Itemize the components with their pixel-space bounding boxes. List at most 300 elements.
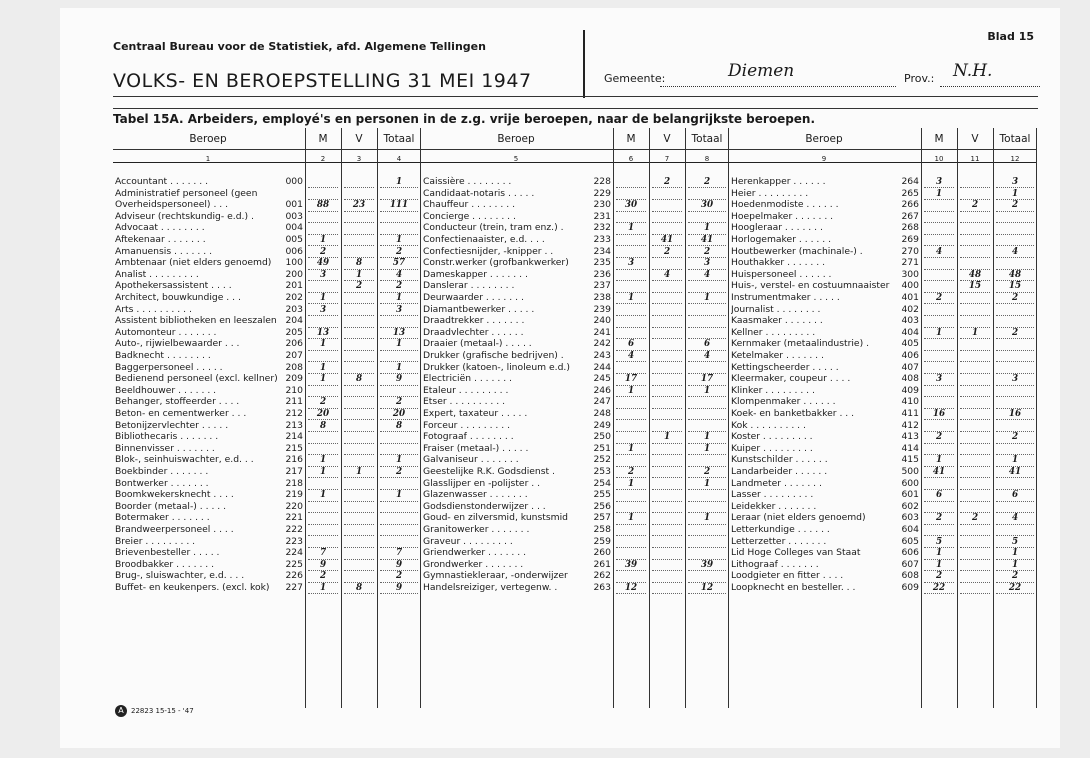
- occupation-name: Apothekersassistent . . . .: [115, 280, 232, 292]
- occupation-name: Geestelijke R.K. Godsdienst .: [423, 466, 555, 477]
- table-caption: Tabel 15A. Arbeiders, employé's en personen in de z.g. vrije beroepen, naar de belangrijkste beroepen.: [113, 112, 816, 126]
- count-male: 13: [308, 328, 338, 339]
- count-female: 1: [960, 328, 990, 339]
- print-footer: [115, 705, 194, 717]
- count-female: 2: [960, 200, 990, 211]
- publisher-logo-icon: A: [115, 705, 127, 717]
- province-line: [940, 86, 1040, 87]
- occupation-code: 201: [285, 280, 303, 292]
- occupation-name: Botermaker . . . . . . .: [115, 512, 210, 524]
- occupation-name: Etaleur . . . . . . . . .: [423, 384, 509, 396]
- occupation-name: Boorder (metaal-) . . . . .: [115, 500, 227, 512]
- table-row: [113, 570, 421, 582]
- occupation-name: Draaier (metaal-) . . . . .: [423, 338, 532, 350]
- table-row: [113, 454, 421, 466]
- occupation-code: 210: [285, 384, 303, 396]
- count-male: 1: [308, 583, 338, 594]
- occupation-code: 219: [285, 489, 303, 501]
- table-row: [729, 385, 1037, 397]
- count-male: 41: [924, 467, 954, 478]
- occupation-code: 263: [593, 582, 611, 593]
- table-row: [421, 292, 729, 304]
- occupation-name: Bontwerker . . . . . . .: [115, 477, 209, 489]
- count-total: 7: [380, 548, 418, 559]
- count-male: 1: [924, 328, 954, 339]
- count-female: 15: [960, 281, 990, 292]
- occupation-code: 244: [593, 361, 611, 373]
- header-v: V: [971, 133, 979, 145]
- count-male: 7: [308, 548, 338, 559]
- occupation-code: 214: [285, 431, 303, 443]
- count-total: 2: [996, 200, 1034, 211]
- occupation-code: 242: [593, 338, 611, 350]
- count-female: 1: [344, 467, 374, 478]
- table-row: [729, 246, 1037, 258]
- occupation-code: 256: [593, 500, 611, 512]
- table-row: [729, 478, 1037, 490]
- table-row: [729, 454, 1037, 466]
- occupation-code: 227: [285, 582, 303, 593]
- table-row: [113, 211, 421, 223]
- count-female: [960, 583, 990, 594]
- occupation-name: Behanger, stoffeerder . . . .: [115, 396, 240, 408]
- count-total: 1: [688, 432, 726, 443]
- occupation-name: Journalist . . . . . . . .: [731, 303, 821, 315]
- occupation-name: Brievenbesteller . . . . .: [115, 547, 220, 559]
- occupation-name: Loopknecht en besteller. . .: [731, 582, 856, 593]
- occupation-code: 238: [593, 292, 611, 303]
- occupation-code: 607: [901, 558, 919, 570]
- table-row: [729, 466, 1037, 478]
- occupation-name: Assistent bibliotheken en leeszalen: [115, 315, 277, 327]
- count-female: 8: [344, 374, 374, 385]
- table-row: [113, 431, 421, 443]
- count-total: 2: [380, 247, 418, 258]
- occupation-code: 224: [285, 547, 303, 559]
- table-row: [421, 257, 729, 269]
- occupation-name: Glasslijper en -polijster . .: [423, 477, 541, 489]
- table-row: [113, 443, 421, 455]
- count-total: 13: [380, 328, 418, 339]
- table-row: [113, 269, 421, 281]
- block-header: [113, 128, 421, 163]
- occupation-name: Leidekker . . . . . . .: [731, 500, 817, 512]
- table-row: [113, 478, 421, 490]
- header-v: V: [355, 133, 363, 145]
- occupation-code: 001: [285, 199, 303, 211]
- occupation-code: 240: [593, 315, 611, 327]
- occupation-name: Boekbinder . . . . . . .: [115, 466, 209, 477]
- occupation-code: 601: [901, 489, 919, 501]
- occupation-name: Dameskapper . . . . . . .: [423, 268, 528, 280]
- occupation-code: 257: [593, 512, 611, 524]
- occupation-code: 605: [901, 535, 919, 547]
- occupation-code: 258: [593, 524, 611, 535]
- count-female: 48: [960, 270, 990, 281]
- occupation-code: 232: [593, 222, 611, 234]
- occupation-name: Auto-, rijwielbewaarder . . .: [115, 338, 240, 350]
- count-total: 6: [688, 339, 726, 350]
- column-number: 2: [320, 155, 326, 163]
- occupation-code: 265: [901, 187, 919, 199]
- occupation-name: Amanuensis . . . . . . .: [115, 245, 212, 257]
- occupation-code: 216: [285, 454, 303, 466]
- count-total: 4: [996, 247, 1034, 258]
- occupation-code: 300: [901, 268, 919, 280]
- occupation-code: 208: [285, 361, 303, 373]
- count-male: 2: [924, 571, 954, 582]
- count-total: 2: [996, 328, 1034, 339]
- table-row: [113, 222, 421, 234]
- count-total: 1: [380, 490, 418, 501]
- table-row: [113, 234, 421, 246]
- occupation-name: Fraiser (metaal-) . . . . .: [423, 442, 529, 454]
- occupation-name: Landmeter . . . . . . .: [731, 477, 822, 489]
- count-total: 2: [996, 293, 1034, 304]
- count-male: 1: [308, 293, 338, 304]
- occupation-name: Hoogleraar . . . . . . .: [731, 222, 823, 234]
- table-row: [729, 315, 1037, 327]
- occupation-code: 213: [285, 419, 303, 431]
- occupation-name: Confectiesnijder, -knipper . .: [423, 245, 554, 257]
- table-row: [729, 431, 1037, 443]
- count-total: 48: [996, 270, 1034, 281]
- table-row: [421, 536, 729, 548]
- occupation-code: 204: [285, 315, 303, 327]
- table-row: [729, 304, 1037, 316]
- table-row: [729, 199, 1037, 211]
- count-total: 2: [380, 281, 418, 292]
- occupation-code: 228: [593, 176, 611, 187]
- count-total: 1: [380, 455, 418, 466]
- count-male: 49: [308, 258, 338, 269]
- column-number: 3: [356, 155, 362, 163]
- count-male: 39: [616, 560, 646, 571]
- table-row: [113, 176, 421, 188]
- occupation-name: Lithograaf . . . . . . .: [731, 558, 819, 570]
- occupation-code: 260: [593, 547, 611, 559]
- table-row: [113, 512, 421, 524]
- count-total: 1: [688, 386, 726, 397]
- gemeente-label: Gemeente:: [604, 72, 666, 85]
- count-male: 3: [308, 305, 338, 316]
- count-total: 1: [688, 479, 726, 490]
- occupation-name: Lid Hoge Colleges van Staat: [731, 547, 861, 559]
- occupation-name: Arts . . . . . . . . . .: [115, 303, 192, 315]
- count-total: 22: [996, 583, 1034, 594]
- table-row: [113, 547, 421, 559]
- table-row: [729, 292, 1037, 304]
- count-total: 1: [380, 363, 418, 374]
- table-row: [421, 385, 729, 397]
- count-total: 1: [996, 560, 1034, 571]
- occupation-code: 250: [593, 431, 611, 443]
- count-female: 23: [344, 200, 374, 211]
- occupation-code: 255: [593, 489, 611, 501]
- province-value: N.H.: [953, 61, 993, 81]
- column-number: 12: [1010, 155, 1020, 163]
- header-rule: [113, 96, 1038, 97]
- table-row: [113, 524, 421, 536]
- occupation-code: 413: [901, 431, 919, 443]
- count-total: 39: [688, 560, 726, 571]
- count-male: 1: [924, 560, 954, 571]
- count-total: 2: [688, 467, 726, 478]
- occupation-code: 243: [593, 350, 611, 361]
- table-row: [421, 443, 729, 455]
- table-row: [113, 582, 421, 594]
- table-row: [113, 466, 421, 478]
- occupation-name: Conducteur (trein, tram enz.) .: [423, 222, 564, 234]
- occupation-name: Kernmaker (metaalindustrie) .: [731, 338, 870, 350]
- occupation-name: Draadtrekker . . . . . . .: [423, 315, 525, 327]
- table-row: [113, 559, 421, 571]
- occupation-name: Constr.werker (grofbankwerker): [423, 257, 569, 269]
- occupation-name: Kaasmaker . . . . . . .: [731, 315, 823, 327]
- table-row: [113, 292, 421, 304]
- occupation-name: Kellner . . . . . . . . .: [731, 326, 816, 338]
- occupation-code: 609: [901, 582, 919, 593]
- count-total: 57: [380, 258, 418, 269]
- count-total: 3: [380, 305, 418, 316]
- table-row: [729, 536, 1037, 548]
- table-row: [729, 547, 1037, 559]
- occupation-name: Overheidspersoneel) . . .: [115, 199, 229, 211]
- occupation-name: Handelsreiziger, vertegenw. .: [423, 582, 558, 593]
- table-row: [421, 501, 729, 513]
- count-male: 1: [924, 455, 954, 466]
- occupation-block-2: [421, 128, 729, 708]
- column-number: 6: [628, 155, 634, 163]
- column-number: 9: [821, 155, 827, 163]
- count-male: 8: [308, 421, 338, 432]
- occupation-name: Drukker (grafische bedrijven) .: [423, 350, 564, 361]
- occupation-name: Godsdienstonderwijzer . . .: [423, 500, 546, 512]
- header-beroep: Beroep: [805, 133, 843, 145]
- count-total: 6: [996, 490, 1034, 501]
- province-label: Prov.:: [904, 72, 935, 85]
- occupation-name: Caissière . . . . . . . .: [423, 176, 512, 187]
- column-number: 4: [396, 155, 402, 163]
- table-row: [729, 338, 1037, 350]
- occupation-name: Architect, bouwkundige . . .: [115, 292, 241, 303]
- occupation-name: Kettingscheerder . . . . .: [731, 361, 839, 373]
- occupation-name: Kuiper . . . . . . . . .: [731, 442, 813, 454]
- count-total: 17: [688, 374, 726, 385]
- occupation-name: Lasser . . . . . . . . .: [731, 489, 814, 501]
- table-row: [421, 431, 729, 443]
- occupation-tables: [113, 128, 1038, 708]
- occupation-code: 407: [901, 361, 919, 373]
- column-number: 11: [970, 155, 980, 163]
- occupation-code: 608: [901, 570, 919, 582]
- table-row: [729, 211, 1037, 223]
- table-row: [113, 188, 421, 200]
- table-row: [421, 304, 729, 316]
- sheet-number: Blad 15: [987, 30, 1034, 43]
- count-total: 1: [996, 548, 1034, 559]
- occupation-code: 236: [593, 268, 611, 280]
- occupation-code: 401: [901, 292, 919, 303]
- count-male: 1: [616, 444, 646, 455]
- count-total: 2: [688, 247, 726, 258]
- column-number: 7: [664, 155, 670, 163]
- table-row: [113, 396, 421, 408]
- table-row: [421, 211, 729, 223]
- occupation-code: 231: [593, 210, 611, 222]
- count-total: 1: [688, 293, 726, 304]
- table-row: [729, 327, 1037, 339]
- occupation-name: Letterkundige . . . . . .: [731, 524, 830, 535]
- occupation-code: 237: [593, 280, 611, 292]
- occupation-name: Boomkwekersknecht . . . .: [115, 489, 234, 501]
- occupation-code: 404: [901, 326, 919, 338]
- count-male: 4: [924, 247, 954, 258]
- count-total: 15: [996, 281, 1034, 292]
- occupation-code: 233: [593, 234, 611, 245]
- occupation-code: 217: [285, 466, 303, 477]
- table-row: [421, 478, 729, 490]
- occupation-name: Chauffeur . . . . . . . .: [423, 199, 516, 211]
- count-male: 1: [924, 548, 954, 559]
- occupation-name: Huispersoneel . . . . . .: [731, 268, 832, 280]
- occupation-code: 406: [901, 350, 919, 361]
- occupation-name: Danslerar . . . . . . . .: [423, 280, 515, 292]
- occupation-name: Advocaat . . . . . . . .: [115, 222, 205, 234]
- table-row: [421, 420, 729, 432]
- table-row: [729, 501, 1037, 513]
- table-row: [729, 396, 1037, 408]
- occupation-name: Analist . . . . . . . . .: [115, 268, 199, 280]
- table-row: [729, 408, 1037, 420]
- occupation-code: 604: [901, 524, 919, 535]
- occupation-code: 000: [285, 176, 303, 187]
- count-male: 2: [308, 247, 338, 258]
- header-subrule: [421, 149, 729, 150]
- count-total: 1: [380, 293, 418, 304]
- count-female: 2: [344, 281, 374, 292]
- table-row: [421, 188, 729, 200]
- print-code: 22823 15-15 - '47: [131, 707, 194, 715]
- table-row: [421, 315, 729, 327]
- count-female: 4: [652, 270, 682, 281]
- table-row: [729, 222, 1037, 234]
- header-totaal: Totaal: [383, 133, 415, 145]
- count-male: 1: [308, 455, 338, 466]
- occupation-code: 207: [285, 350, 303, 361]
- census-form-sheet: [60, 8, 1060, 748]
- count-total: 5: [996, 537, 1034, 548]
- occupation-name: Landarbeider . . . . . .: [731, 466, 828, 477]
- table-row: [729, 582, 1037, 594]
- count-male: 1: [308, 363, 338, 374]
- count-male: 1: [616, 293, 646, 304]
- table-row: [113, 280, 421, 292]
- occupation-name: Beton- en cementwerker . . .: [115, 408, 247, 419]
- occupation-code: 400: [901, 280, 919, 292]
- count-male: 1: [616, 386, 646, 397]
- table-row: [113, 327, 421, 339]
- count-male: 6: [616, 339, 646, 350]
- count-total: 111: [380, 200, 418, 211]
- occupation-name: Koster . . . . . . . . .: [731, 431, 813, 443]
- count-total: 9: [380, 583, 418, 594]
- occupation-name: Hoedenmodiste . . . . . .: [731, 199, 839, 211]
- count-female: 2: [652, 247, 682, 258]
- count-male: 16: [924, 409, 954, 420]
- column-number: 1: [205, 155, 211, 163]
- gemeente-line: [660, 86, 896, 87]
- table-row: [729, 559, 1037, 571]
- occupation-code: 248: [593, 408, 611, 419]
- count-total: 9: [380, 374, 418, 385]
- occupation-code: 004: [285, 222, 303, 234]
- occupation-code: 211: [285, 396, 303, 408]
- count-male: 2: [308, 397, 338, 408]
- count-total: 4: [380, 270, 418, 281]
- table-row: [729, 570, 1037, 582]
- occupation-name: Horlogemaker . . . . . .: [731, 234, 832, 245]
- table-row: [421, 396, 729, 408]
- count-total: 2: [688, 177, 726, 188]
- table-row: [729, 176, 1037, 188]
- occupation-name: Hoepelmaker . . . . . . .: [731, 210, 834, 222]
- occupation-code: 411: [901, 408, 919, 419]
- count-male: 88: [308, 200, 338, 211]
- occupation-name: Herenkapper . . . . . .: [731, 176, 826, 187]
- count-male: 12: [616, 583, 646, 594]
- count-male: 2: [616, 467, 646, 478]
- table-row: [113, 536, 421, 548]
- table-row: [421, 408, 729, 420]
- occupation-name: Drukker (katoen-, linoleum e.d.): [423, 361, 570, 373]
- count-male: 2: [924, 513, 954, 524]
- count-male: 1: [308, 339, 338, 350]
- occupation-code: 235: [593, 257, 611, 269]
- table-row: [421, 350, 729, 362]
- count-male: 2: [308, 571, 338, 582]
- count-male: 2: [924, 432, 954, 443]
- occupation-name: Huis-, verstel- en costuumnaaister: [731, 280, 890, 292]
- table-row: [113, 338, 421, 350]
- occupation-code: 239: [593, 303, 611, 315]
- count-female: 1: [652, 432, 682, 443]
- occupation-name: Ketelmaker . . . . . . .: [731, 350, 824, 361]
- count-total: 1: [688, 444, 726, 455]
- occupation-name: Loodgieter en fitter . . . .: [731, 570, 844, 582]
- count-male: 1: [616, 479, 646, 490]
- occupation-name: Bedienend personeel (excl. kellner): [115, 373, 278, 385]
- occupation-name: Letterzetter . . . . . . .: [731, 535, 827, 547]
- count-total: 2: [996, 432, 1034, 443]
- count-female: 41: [652, 235, 682, 246]
- occupation-name: Etser . . . . . . . . . .: [423, 396, 506, 408]
- occupation-code: 267: [901, 210, 919, 222]
- count-total: 1: [380, 339, 418, 350]
- occupation-code: 252: [593, 454, 611, 466]
- header-divider: [583, 30, 585, 98]
- table-row: [421, 489, 729, 501]
- count-total: 1: [688, 513, 726, 524]
- occupation-code: 215: [285, 442, 303, 454]
- occupation-name: Galvaniseur . . . . . . .: [423, 454, 519, 466]
- table-row: [113, 304, 421, 316]
- occupation-name: Draadvlechter . . . . . .: [423, 326, 524, 338]
- count-male: 1: [616, 513, 646, 524]
- occupation-name: Klinker . . . . . . . . .: [731, 384, 815, 396]
- table-row: [729, 420, 1037, 432]
- count-total: 1: [688, 223, 726, 234]
